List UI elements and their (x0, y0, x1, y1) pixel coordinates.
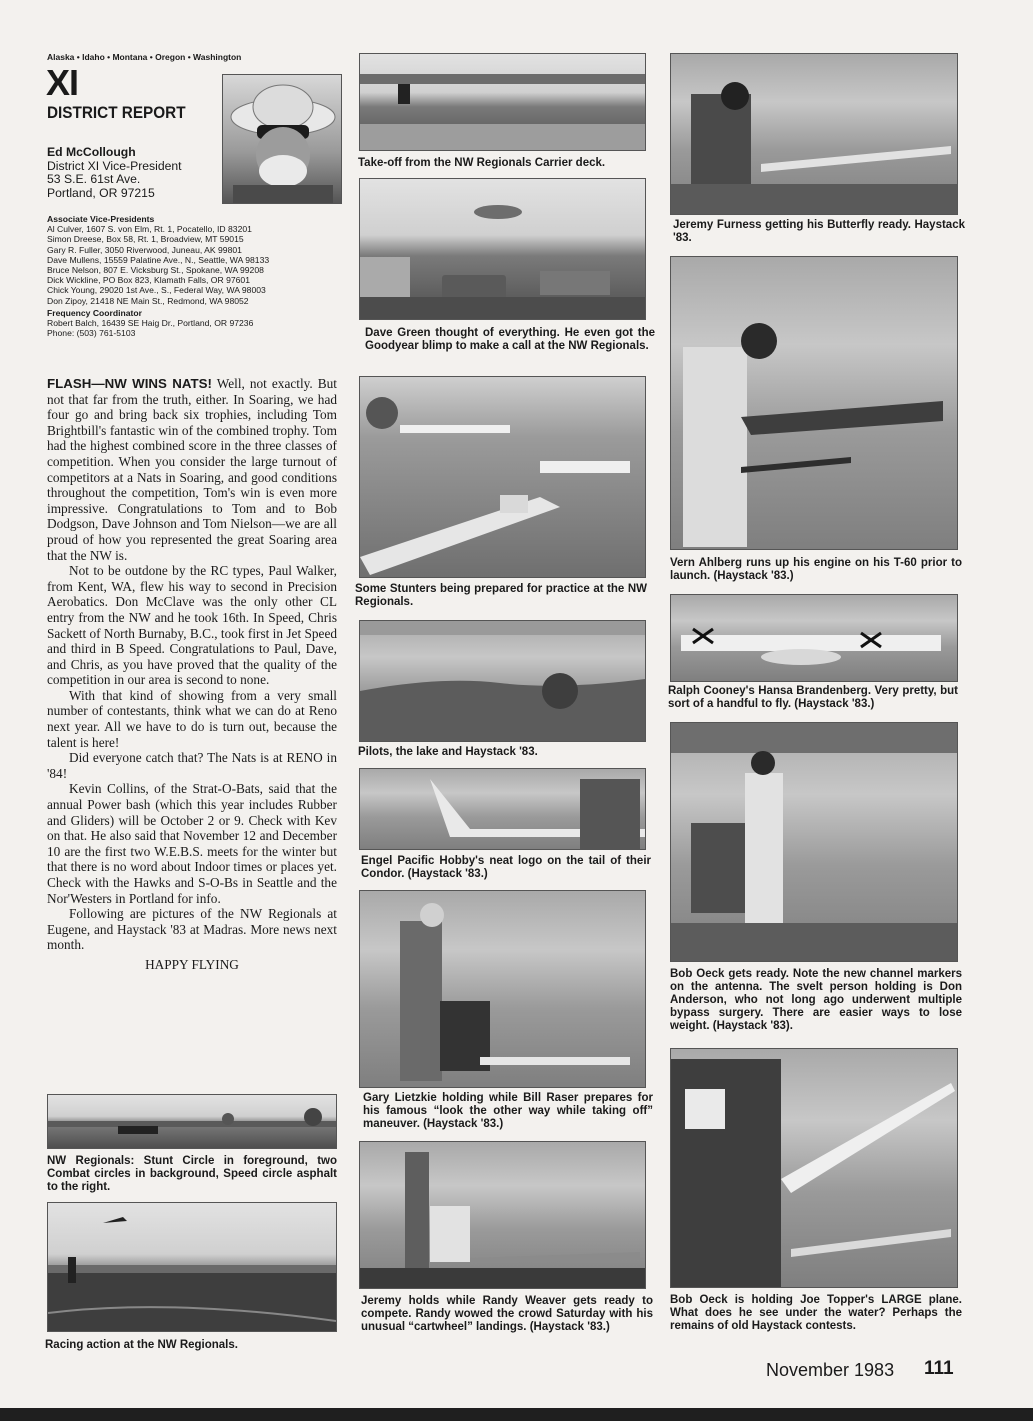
article-lead: FLASH—NW WINS NATS! (47, 376, 212, 391)
caption-stunt-circle: NW Regionals: Stunt Circle in foreground, two Combat circles in background, Speed circle asphalt to the right. (47, 1155, 337, 1193)
photo-jeremy-furness (670, 53, 958, 215)
photo-vern-ahlberg (670, 256, 958, 550)
photo-bob-oeck-large-plane (670, 1048, 958, 1288)
article-paragraph: Kevin Collins, of the Strat-O-Bats, said that the annual Power bash (which this year includes Rubber and Gliders) will be October 2 or 9. Check with Kev on that. He also said that November 12 and December 10 are the first two W.E.B.S. meets for the winter but that there is no word about Indoor times or places yet. Check with the Hawks and S-O-Bs in Seattle and the Nor'Westers in Portland for info. (47, 781, 337, 906)
list-item: Dick Wickline, PO Box 823, Klamath Falls, OR 97601 (47, 275, 250, 286)
states-line: Alaska • Idaho • Montana • Oregon • Washington (47, 52, 242, 62)
photo-goodyear-blimp (359, 178, 646, 320)
sign-off: HAPPY FLYING (145, 956, 239, 972)
photo-pilots-lake (359, 620, 646, 742)
photo-hansa-brandenberg (670, 594, 958, 682)
article-paragraph: Following are pictures of the NW Regionals at Eugene, and Haystack '83 at Madras. More news next month. (47, 906, 337, 953)
author-block (47, 146, 182, 200)
caption-jeremy-randy: Jeremy holds while Randy Weaver gets ready to compete. Randy wowed the crowd Saturday with his unusual “cartwheel” landings. (Haystack '83.) (361, 1295, 653, 1333)
list-item: Dave Mullens, 15559 Palatine Ave., N., Seattle, WA 98133 (47, 254, 270, 265)
photo-stunt-circle (47, 1094, 337, 1149)
photo-stunters (359, 376, 646, 578)
caption-goodyear-blimp: Dave Green thought of everything. He even got the Goodyear blimp to make a call at the NW Regionals. (365, 327, 655, 352)
article-paragraph: FLASH—NW WINS NATS! Well, not exactly. But not that far from the truth, either. In Soaring, we had four go and bring back six trophies, including Tom Brightbill's fantastic win of the combined trophy. Tom had the highest combined score in the three classes of competition. When you consider the large turnout of competitors at a Nats in Soaring, and good conditions throughout the competition, Tom's win is even more impressive. Congratulations to Tom and to Bob Dodgson, Dave Johnson and Tom Nielson—we are all proud of how you represented the great Soaring area that the NW is. (47, 376, 337, 563)
page-number: 111 (924, 1358, 954, 1379)
list-item: Simon Dreese, Box 58, Rt. 1, Broadview, MT 59015 (47, 234, 244, 245)
caption-gary-bill: Gary Lietzkie holding while Bill Raser prepares for his famous “look the other way while taking off” maneuver. (Haystack '83.) (363, 1092, 653, 1130)
author-portrait (222, 74, 342, 204)
photo-bob-oeck-ready (670, 722, 958, 962)
page-title: DISTRICT REPORT (47, 103, 186, 122)
caption-bob-oeck-large-plane: Bob Oeck is holding Joe Topper's LARGE plane. What does he see under the water? Perhaps the remains of old Haystack contests. (670, 1294, 962, 1332)
caption-condor-tail: Engel Pacific Hobby's neat logo on the tail of their Condor. (Haystack '83.) (361, 855, 651, 880)
frequency-phone: Phone: (503) 761-5103 (47, 328, 136, 339)
caption-carrier-deck: Take-off from the NW Regionals Carrier deck. (358, 157, 606, 169)
associate-vp-list (47, 214, 269, 338)
author-name: Ed McCollough (47, 145, 136, 159)
associates-heading: Associate Vice-Presidents (47, 214, 155, 224)
article-body (47, 376, 337, 973)
photo-gary-bill (359, 890, 646, 1088)
article-paragraph: With that kind of showing from a very small number of contestants, think what we can do at Reno next year. All we have to do is turn out, because the talent is here! (47, 687, 337, 750)
list-item: Al Culver, 1607 S. von Elm, Rt. 1, Pocatello, ID 83201 (47, 224, 252, 235)
caption-vern-ahlberg: Vern Ahlberg runs up his engine on his T-60 prior to launch. (Haystack '83.) (670, 557, 962, 582)
author-address-line2: Portland, OR 97215 (47, 185, 155, 200)
frequency-coordinator: Robert Balch, 16439 SE Haig Dr., Portland, OR 97236 (47, 318, 254, 329)
photo-condor-tail (359, 768, 646, 850)
list-item: Chick Young, 29020 1st Ave., S., Federal Way, WA 98003 (47, 285, 266, 296)
list-item: Bruce Nelson, 807 E. Vicksburg St., Spokane, WA 99208 (47, 265, 264, 276)
photo-carrier-deck (359, 53, 646, 151)
list-item: Don Zipoy, 21418 NE Main St., Redmond, WA 98052 (47, 295, 249, 306)
article-paragraph: Did everyone catch that? The Nats is at RENO in '84! (47, 750, 337, 781)
article-paragraph: Not to be outdone by the RC types, Paul Walker, from Kent, WA, flew his way to second in Precision Aerobatics. Don McClave was the only other CL entry from the NW and he took 16th. In Speed, Chris Sackett of North Burnaby, B.C., took first in Jet Speed and third in B Speed. Congratulations to Paul, Dave, and Chris, as you have proved that the quality of the competition in our area is second to none. (47, 563, 337, 688)
caption-pilots-lake: Pilots, the lake and Haystack '83. (358, 746, 538, 758)
bottom-bar (0, 1408, 1033, 1421)
issue-date: November 1983 (766, 1360, 895, 1380)
caption-bob-oeck-ready: Bob Oeck gets ready. Note the new channel markers on the antenna. The svelt person holding is Don Anderson, who not long ago underwent multiple bypass surgery. There are easier ways to lose weight. (Haystack '83). (670, 968, 962, 1032)
frequency-heading: Frequency Coordinator (47, 307, 143, 318)
author-address-line1: 53 S.E. 61st Ave. (47, 172, 141, 187)
caption-jeremy-furness: Jeremy Furness getting his Butterfly ready. Haystack '83. (673, 219, 965, 244)
photo-jeremy-randy (359, 1141, 646, 1289)
caption-stunters: Some Stunters being prepared for practice at the NW Regionals. (355, 583, 647, 608)
photo-racing-action (47, 1202, 337, 1332)
caption-racing-action: Racing action at the NW Regionals. (45, 1339, 238, 1351)
list-item: Gary R. Fuller, 3050 Riverwood, Juneau, AK 99801 (47, 244, 242, 255)
caption-hansa-brandenberg: Ralph Cooney's Hansa Brandenberg. Very pretty, but sort of a handful to fly. (Haystack '83.) (668, 685, 958, 710)
author-role: District XI Vice-President (47, 158, 182, 173)
district-numeral: XI (46, 62, 79, 103)
